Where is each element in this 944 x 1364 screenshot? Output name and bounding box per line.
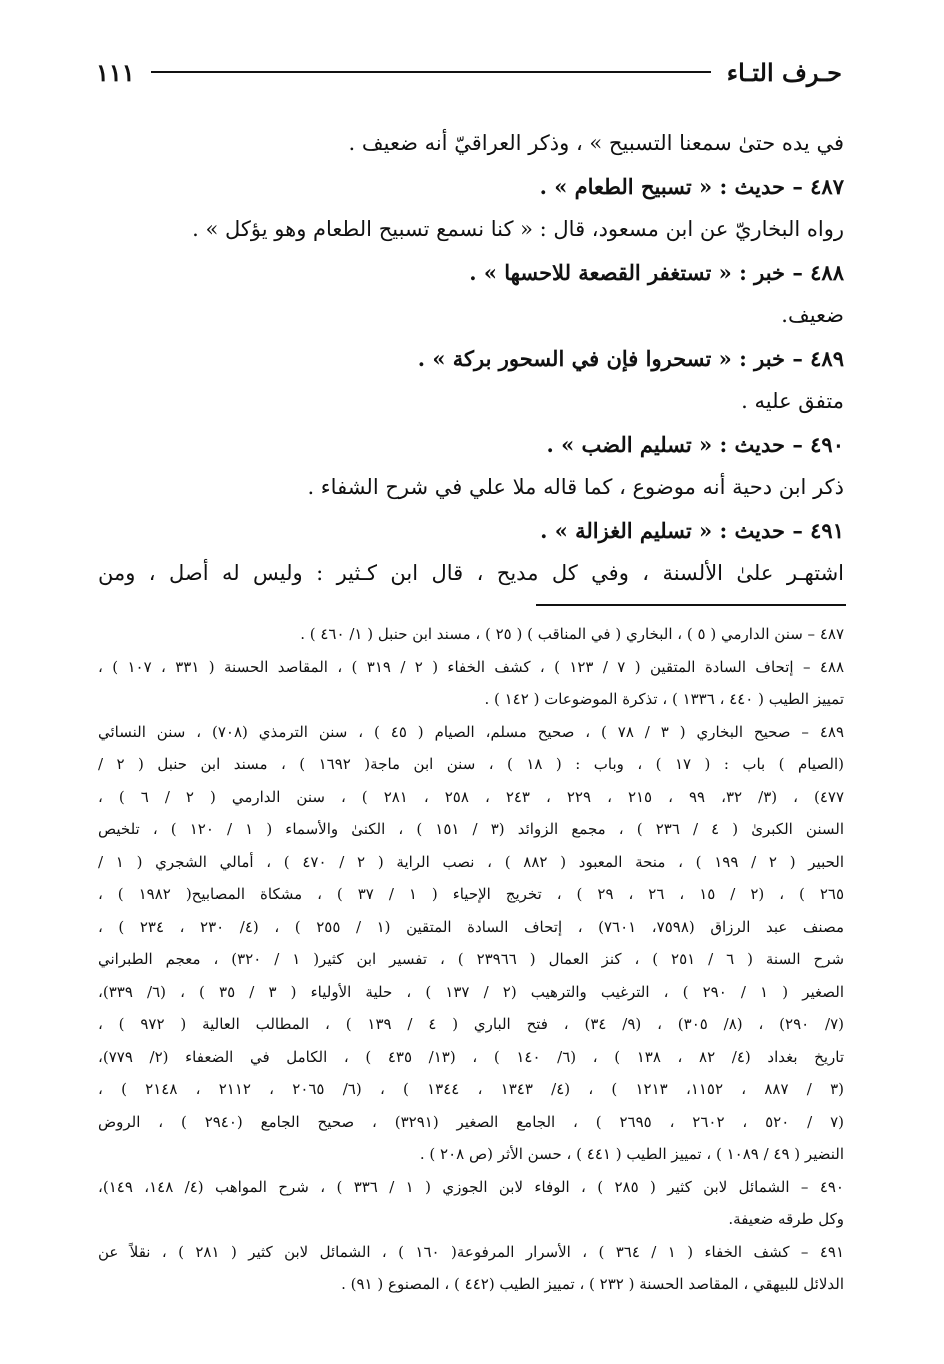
footnote-line: ٢٦٥ ) ، (٢ / ١٥ ، ٢٦ ، ٢٩ ) ، تخريج الإحياء ( ١ / ٣٧ ) ، مشكاة المصابيح( ١٩٨٢ ) ، <box>98 885 844 903</box>
entry-heading: ٤٨٨ – خبر : « تستغفر القصعة للاحسها » . <box>469 260 844 285</box>
footnote-line: تمييز الطيب ( ٤٤٠ ، ١٣٣٦ ) ، تذكرة الموضوعات ( ١٤٢ ) . <box>484 690 844 708</box>
footnote-line: النضير ( ٤٩ / ١٠٨٩ ) ، تمييز الطيب ( ٤٤١ ) ، حسن الأثر (ص ٢٠٨ ) . <box>419 1145 844 1163</box>
footnote-line: (٣ / ٨٨٧ ، ١١٥٢، ١٢١٣ ) ، (٤/ ١٣٤٣ ، ١٣٤٤ ) ، (٦/ ٢٠٦٥ ، ٢١١٢ ، ٢١٤٨ ) ، <box>98 1080 844 1098</box>
text-line: في يده حتىٰ سمعنا التسبيح » ، وذكر العراقيّ أنه ضعيف . <box>348 131 844 155</box>
text-line: رواه البخاريّ عن ابن مسعود، قال : « كنا نسمع تسبيح الطعام وهو يؤكل » . <box>192 217 844 241</box>
footnotes <box>98 618 844 1301</box>
footnote-line: (٧ / ٥٢٠ ، ٢٦٠٢ ، ٢٦٩٥ ) ، الجامع الصغير (٣٢٩١) ، صحيح الجامع (٢٩٤٠ ) ، الروض <box>98 1112 844 1131</box>
footnote-line: الصغير ( ١ / ٢٩٠ ) ، الترغيب والترهيب (٢ / ١٣٧ ) ، حلية الأولياء ( ٣ / ٣٥ ) ، (٦/ ٣٣٩)، <box>98 982 844 1001</box>
footnote-line: (الصيام ) باب : ( ١٧ ) ، وباب : ( ١٨ ) ، سنن ابن ماجة( ١٦٩٢ ) ، مسند ابن حنبل ( ٢ / <box>98 755 844 773</box>
footnote-line: السنن الكبرىٰ ( ٤ / ٢٣٦ ) ، مجمع الزوائد (٣ / ١٥١ ) ، الكنىٰ والأسماء ( ١ / ١٢٠ ) ، تلخيص <box>98 820 844 838</box>
footnote-line: ٤٩١ – كشف الخفاء ( ١ / ٣٦٤ ) ، الأسرار المرفوعة( ١٦٠ ) ، الشمائل لابن كثير ( ٢٨١ ) ، نقلاً عن <box>98 1242 844 1261</box>
footnote-line: ٤٨٧ – سنن الدارمي ( ٥ ) ، البخاري ( في المناقب ) ( ٢٥ ) ، مسند ابن حنبل ( ١/ ٤٦٠ ) . <box>300 625 844 643</box>
footnote-line: تاريخ بغداد (٤/ ٨٢ ، ١٣٨ ) ، (٦/ ١٤٠ ) ، (١٣/ ٤٣٥ ) ، الكامل في الضعفاء (٢/ ٧٧٩)، <box>98 1047 845 1066</box>
footnote-line: شرح السنة ( ٦ / ٢٥١ ) ، كنز العمال ( ٢٣٩٦٦ ) ، تفسير ابن كثير( ١ / ٣٢٠) ، معجم الطبراني <box>98 950 845 968</box>
entry-heading: ٤٩١ – حديث : « تسليم الغزالة » . <box>540 518 844 543</box>
footnote-line: ٤٩٠ – الشمائل لابن كثير ( ٢٨٥ ) ، الوفاء لابن الجوزي ( ١ / ٣٣٦ ) ، شرح المواهب (٤/ ١٤٨، ١٤٩)، <box>98 1177 844 1196</box>
footnote-line: ٤٨٨ – إتحاف السادة المتقين ( ٧ / ١٢٣ ) ، كشف الخفاء ( ٢ / ٣١٩ ) ، المقاصد الحسنة ( ٣٣١ ، ١٠٧ ) ، <box>98 657 844 676</box>
entry-heading: ٤٩٠ – حديث : « تسليم الضب » . <box>546 432 844 457</box>
text-line: ضعيف. <box>781 303 844 327</box>
text-line: ذكر ابن دحية أنه موضوع ، كما قاله ملا علي في شرح الشفاء . <box>307 475 844 499</box>
footnote-line: مصنف عبد الرزاق (٧٥٩٨، ٧٦٠١) ، إتحاف السادة المتقين (١ / ٢٥٥ ) ، (٤/ ٢٣٠ ، ٢٣٤ ) ، <box>98 917 844 936</box>
footnote-line: ٤٧٧) ، (٣/ ٣٢، ٩٩ ، ٢١٥ ، ٢٢٩ ، ٢٤٣ ، ٢٥٨ ، ٢٨١ ) ، سنن الدارمي ( ٢ / ٦ ) ، <box>98 787 845 806</box>
running-title: حـرف التـاء <box>726 57 842 87</box>
text-line: متفق عليه . <box>741 389 844 413</box>
footnote-line: (٧/ ٢٩٠) ، (٨/ ٣٠٥) ، (٩/ ٣٤) ، فتح الباري ( ٤ / ١٣٩ ) ، المطالب العالية ( ٩٧٢ ) ، <box>98 1015 845 1033</box>
entry-heading: ٤٨٧ – حديث : « تسبيح الطعام » . <box>539 174 844 199</box>
entry-heading: ٤٨٩ – خبر : « تسحروا فإن في السحور بركة » . <box>417 346 844 371</box>
running-header <box>96 50 842 94</box>
text-line: اشتهـر علىٰ الألسنة ، وفي كل مديح ، قال ابن كـثير : وليس له أصل ، ومن <box>98 561 844 585</box>
footnote-line: وكل طرقه ضعيفة. <box>728 1210 844 1228</box>
page-number: ١١١ <box>96 57 135 87</box>
footnote-line: الحبير ( ٢ / ١٩٩ ) ، منحة المعبود ( ٨٨٢ ) ، نصب الراية ( ٢ / ٤٧٠ ) ، أمالي الشجري ( ١ / <box>98 852 845 871</box>
main-text <box>98 122 844 595</box>
header-rule <box>151 71 711 73</box>
footnote-separator <box>536 604 846 606</box>
footnote-line: الدلائل للبيهقي ، المقاصد الحسنة ( ٢٣٢ ) ، تمييز الطيب (٤٤٢ ) ، المصنوع ( ٩١) . <box>341 1275 844 1293</box>
footnote-line: ٤٨٩ – صحيح البخاري ( ٣ / ٧٨ ) ، صحيح مسلم، الصيام ( ٤٥ ) ، سنن الترمذي (٧٠٨) ، سنن النسائي <box>98 722 845 741</box>
